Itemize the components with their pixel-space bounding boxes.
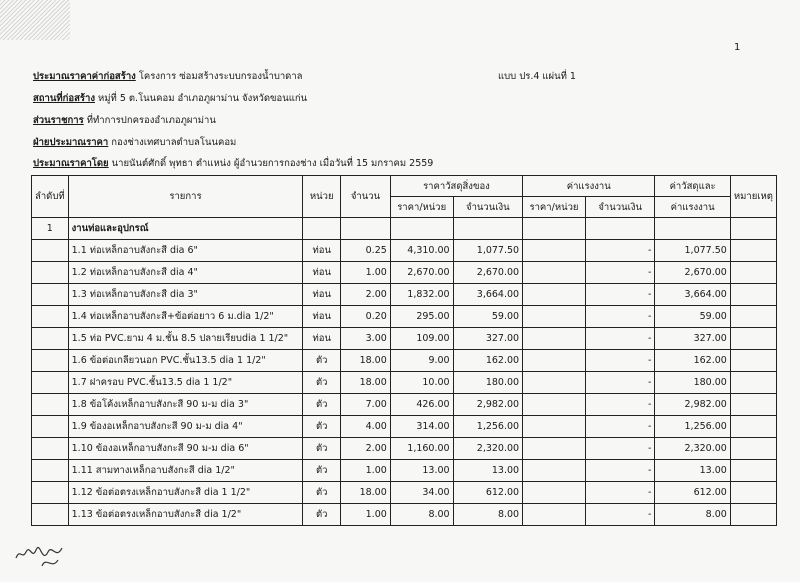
agency-line [33,113,216,128]
row-unit-price: 9.00 [390,350,453,372]
row-no [32,482,69,504]
row-labor-amount: - [585,284,655,306]
section-no: 1 [32,218,69,240]
row-unit: ท่อน [303,306,341,328]
table-row [32,262,777,284]
row-total: 2,320.00 [655,438,730,460]
row-no [32,504,69,526]
row-qty: 18.00 [341,482,391,504]
row-labor-amount: - [585,328,655,350]
row-total: 1,077.50 [655,240,730,262]
row-amount: 327.00 [453,328,523,350]
row-item: 1.9 ข้องอเหล็กอาบสังกะสี 90 ม-ม dia 4" [68,416,303,438]
table-row [32,504,777,526]
row-qty: 4.00 [341,416,391,438]
row-no [32,306,69,328]
row-labor-unit-price [523,240,586,262]
row-labor-amount: - [585,504,655,526]
cost-estimate-table [31,175,777,526]
col-unit-price: ราคา/หน่วย [390,197,453,218]
row-amount: 1,077.50 [453,240,523,262]
row-labor-amount: - [585,438,655,460]
row-unit-price: 34.00 [390,482,453,504]
row-item: 1.11 สามทางเหล็กอาบสังกะสี dia 1/2" [68,460,303,482]
row-amount: 3,664.00 [453,284,523,306]
location-text: หมู่ที่ 5 ต.โนนคอม อำเภอภูผาม่าน จังหวัดขอนแก่น [98,93,308,104]
row-unit: ตัว [303,482,341,504]
row-remark [730,372,776,394]
row-item: 1.4 ท่อเหล็กอาบสังกะสี+ข้อต่อยาว 6 ม.dia 1/2" [68,306,303,328]
row-labor-amount: - [585,460,655,482]
row-total: 1,256.00 [655,416,730,438]
row-unit-price: 426.00 [390,394,453,416]
row-unit-price: 1,160.00 [390,438,453,460]
row-amount: 59.00 [453,306,523,328]
row-total: 3,664.00 [655,284,730,306]
table-header-row [32,176,777,197]
signature [12,530,72,570]
estimator-line [33,156,433,171]
table-row [32,438,777,460]
row-unit: ตัว [303,504,341,526]
col-item: รายการ [68,176,303,218]
row-unit-price: 1,832.00 [390,284,453,306]
row-unit: ท่อน [303,240,341,262]
row-labor-amount: - [585,240,655,262]
row-labor-unit-price [523,306,586,328]
row-total: 327.00 [655,328,730,350]
row-labor-amount: - [585,416,655,438]
estimator-dept-label: ฝ่ายประมาณราคา [33,137,109,148]
row-remark [730,416,776,438]
row-qty: 7.00 [341,394,391,416]
table-row [32,460,777,482]
estimator-text: นายนันต์ศักดิ์ พุทธา ตำแหน่ง ผู้อำนวยการกองช่าง เมื่อวันที่ 15 มกราคม 2559 [111,158,434,169]
form-number: แบบ ปร.4 แผ่นที่ 1 [498,71,576,82]
row-labor-amount: - [585,306,655,328]
row-item: 1.3 ท่อเหล็กอาบสังกะสี dia 3" [68,284,303,306]
row-unit-price: 8.00 [390,504,453,526]
row-remark [730,438,776,460]
row-no [32,394,69,416]
row-qty: 2.00 [341,438,391,460]
estimator-dept-text: กองช่างเทศบาลตำบลโนนคอม [111,137,237,148]
col-material: ราคาวัสดุสิ่งของ [390,176,522,197]
row-qty: 1.00 [341,504,391,526]
row-amount: 2,320.00 [453,438,523,460]
row-labor-unit-price [523,438,586,460]
estimator-label: ประมาณราคาโดย [33,158,109,169]
row-remark [730,394,776,416]
col-labor-amount: จำนวนเงิน [585,197,655,218]
agency-text: ที่ทำการปกครองอำเภอภูผาม่าน [86,115,216,126]
row-amount: 1,256.00 [453,416,523,438]
col-total-sub: ค่าแรงงาน [655,197,730,218]
row-total: 612.00 [655,482,730,504]
row-amount: 180.00 [453,372,523,394]
agency-label: ส่วนราชการ [33,115,84,126]
col-labor-unit-price: ราคา/หน่วย [523,197,586,218]
row-labor-amount: - [585,482,655,504]
row-labor-amount: - [585,372,655,394]
col-unit: หน่วย [303,176,341,218]
col-labor: ค่าแรงงาน [523,176,655,197]
row-labor-amount: - [585,350,655,372]
section-title: งานท่อและอุปกรณ์ [68,218,303,240]
row-qty: 2.00 [341,284,391,306]
row-total: 8.00 [655,504,730,526]
row-remark [730,262,776,284]
row-labor-unit-price [523,460,586,482]
row-unit: ตัว [303,416,341,438]
row-item: 1.12 ข้อต่อตรงเหล็กอาบสังกะสี dia 1 1/2" [68,482,303,504]
row-qty: 18.00 [341,350,391,372]
row-labor-unit-price [523,372,586,394]
row-labor-unit-price [523,328,586,350]
row-unit-price: 2,670.00 [390,262,453,284]
row-labor-unit-price [523,482,586,504]
row-unit: ตัว [303,438,341,460]
row-item: 1.2 ท่อเหล็กอาบสังกะสี dia 4" [68,262,303,284]
col-total: ค่าวัสดุและ [655,176,730,197]
row-labor-unit-price [523,262,586,284]
row-item: 1.7 ฝาครอบ PVC.ชั้น13.5 dia 1 1/2" [68,372,303,394]
row-remark [730,482,776,504]
row-labor-unit-price [523,394,586,416]
row-labor-unit-price [523,284,586,306]
row-qty: 1.00 [341,262,391,284]
row-total: 13.00 [655,460,730,482]
row-item: 1.1 ท่อเหล็กอาบสังกะสี dia 6" [68,240,303,262]
row-no [32,240,69,262]
row-remark [730,306,776,328]
location-line [33,91,307,106]
row-no [32,438,69,460]
row-item: 1.13 ข้อต่อตรงเหล็กอาบสังกะสี dia 1/2" [68,504,303,526]
table-row [32,416,777,438]
table-row [32,306,777,328]
row-amount: 13.00 [453,460,523,482]
scan-artifact [0,0,70,40]
row-total: 162.00 [655,350,730,372]
row-labor-unit-price [523,350,586,372]
project-text: โครงการ ซ่อมสร้างระบบกรองน้ำบาดาล [138,71,303,82]
row-item: 1.8 ข้อโค้งเหล็กอาบสังกะสี 90 ม-ม dia 3" [68,394,303,416]
table-row [32,394,777,416]
row-remark [730,350,776,372]
row-unit-price: 13.00 [390,460,453,482]
row-amount: 8.00 [453,504,523,526]
row-unit-price: 295.00 [390,306,453,328]
row-unit: ตัว [303,394,341,416]
row-amount: 612.00 [453,482,523,504]
row-no [32,460,69,482]
table-row [32,328,777,350]
row-no [32,350,69,372]
project-label: ประมาณราคาค่าก่อสร้าง [33,71,136,82]
row-remark [730,240,776,262]
row-qty: 3.00 [341,328,391,350]
row-labor-unit-price [523,416,586,438]
row-qty: 1.00 [341,460,391,482]
row-amount: 162.00 [453,350,523,372]
row-qty: 18.00 [341,372,391,394]
row-amount: 2,982.00 [453,394,523,416]
col-remark: หมายเหตุ [730,176,776,218]
project-line [33,69,303,84]
estimator-dept-line [33,135,236,150]
page-number: 1 [734,42,741,53]
row-no [32,262,69,284]
row-unit: ท่อน [303,284,341,306]
row-unit: ตัว [303,350,341,372]
row-no [32,416,69,438]
row-labor-amount: - [585,262,655,284]
row-qty: 0.20 [341,306,391,328]
section-row [32,218,777,240]
table-row [32,482,777,504]
location-label: สถานที่ก่อสร้าง [33,93,95,104]
col-amount: จำนวนเงิน [453,197,523,218]
row-item: 1.6 ข้อต่อเกลียวนอก PVC.ชั้น13.5 dia 1 1/2" [68,350,303,372]
row-unit-price: 4,310.00 [390,240,453,262]
row-remark [730,284,776,306]
row-total: 2,982.00 [655,394,730,416]
row-unit-price: 314.00 [390,416,453,438]
row-remark [730,504,776,526]
row-remark [730,328,776,350]
row-no [32,328,69,350]
row-unit: ตัว [303,460,341,482]
row-total: 2,670.00 [655,262,730,284]
row-qty: 0.25 [341,240,391,262]
row-unit-price: 10.00 [390,372,453,394]
row-total: 59.00 [655,306,730,328]
row-amount: 2,670.00 [453,262,523,284]
row-remark [730,460,776,482]
table-row [32,284,777,306]
table-row [32,240,777,262]
row-item: 1.10 ข้องอเหล็กอาบสังกะสี 90 ม-ม dia 6" [68,438,303,460]
row-no [32,372,69,394]
table-row [32,372,777,394]
row-labor-amount: - [585,394,655,416]
col-no: ลำดับที่ [32,176,69,218]
row-unit: ท่อน [303,262,341,284]
table-row [32,350,777,372]
col-qty: จำนวน [341,176,391,218]
row-unit: ท่อน [303,328,341,350]
row-labor-unit-price [523,504,586,526]
row-no [32,284,69,306]
row-unit: ตัว [303,372,341,394]
row-unit-price: 109.00 [390,328,453,350]
row-total: 180.00 [655,372,730,394]
row-item: 1.5 ท่อ PVC.ยาม 4 ม.ชั้น 8.5 ปลายเรียบdia 1 1/2" [68,328,303,350]
